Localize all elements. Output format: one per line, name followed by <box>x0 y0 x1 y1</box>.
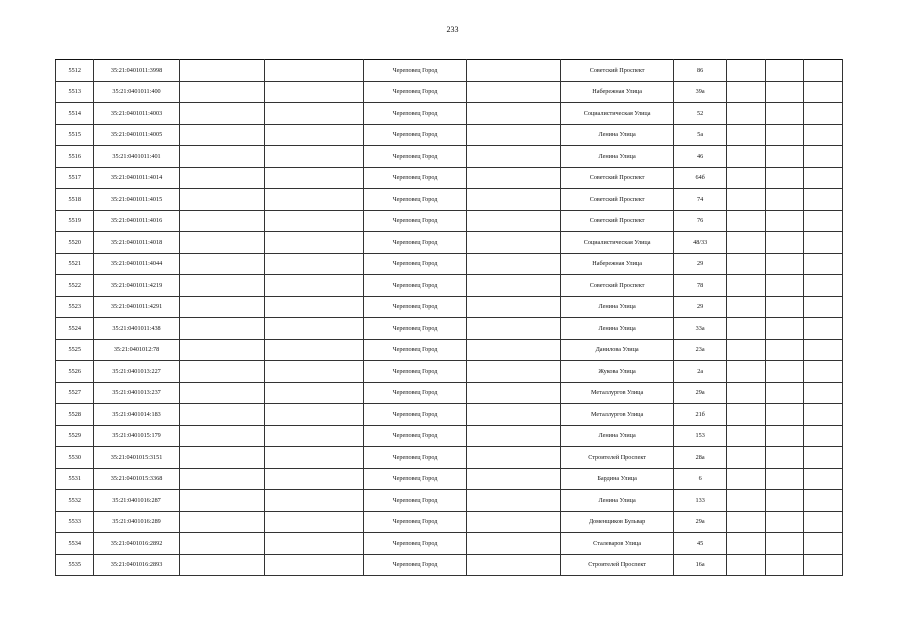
city-cell: Череповец Город <box>363 81 466 103</box>
row-number-cell: 5512 <box>56 60 94 82</box>
cadastral-number-cell: 35:21:0401011:4005 <box>94 124 179 146</box>
city-cell: Череповец Город <box>363 511 466 533</box>
empty-cell <box>467 103 561 125</box>
empty-cell <box>179 146 264 168</box>
empty-cell <box>179 167 264 189</box>
empty-cell <box>264 232 363 254</box>
row-number-cell: 5533 <box>56 511 94 533</box>
empty-cell <box>467 81 561 103</box>
empty-cell <box>467 404 561 426</box>
city-cell: Череповец Город <box>363 490 466 512</box>
empty-cell <box>467 124 561 146</box>
house-number-cell: 76 <box>673 210 727 232</box>
empty-cell <box>179 103 264 125</box>
row-number-cell: 5526 <box>56 361 94 383</box>
street-cell: Советский Проспект <box>561 189 673 211</box>
empty-cell <box>765 60 803 82</box>
empty-cell <box>804 146 843 168</box>
empty-cell <box>264 361 363 383</box>
cadastral-number-cell: 35:21:0401011:400 <box>94 81 179 103</box>
house-number-cell: 29 <box>673 296 727 318</box>
street-cell: Строителей Проспект <box>561 554 673 576</box>
city-cell: Череповец Город <box>363 468 466 490</box>
empty-cell <box>804 60 843 82</box>
house-number-cell: 29 <box>673 253 727 275</box>
city-cell: Череповец Город <box>363 554 466 576</box>
empty-cell <box>765 81 803 103</box>
cadastral-number-cell: 35:21:0401016:287 <box>94 490 179 512</box>
city-cell: Череповец Город <box>363 146 466 168</box>
empty-cell <box>467 275 561 297</box>
empty-cell <box>765 511 803 533</box>
empty-cell <box>804 425 843 447</box>
table-row <box>56 447 843 469</box>
row-number-cell: 5520 <box>56 232 94 254</box>
empty-cell <box>727 490 765 512</box>
city-cell: Череповец Город <box>363 361 466 383</box>
table-row <box>56 296 843 318</box>
empty-cell <box>467 146 561 168</box>
table-row <box>56 60 843 82</box>
row-number-cell: 5521 <box>56 253 94 275</box>
empty-cell <box>765 124 803 146</box>
empty-cell <box>264 533 363 555</box>
city-cell: Череповец Город <box>363 275 466 297</box>
empty-cell <box>727 189 765 211</box>
street-cell: Жукова Улица <box>561 361 673 383</box>
house-number-cell: 45 <box>673 533 727 555</box>
street-cell: Ленина Улица <box>561 296 673 318</box>
row-number-cell: 5514 <box>56 103 94 125</box>
empty-cell <box>804 210 843 232</box>
empty-cell <box>467 189 561 211</box>
empty-cell <box>804 468 843 490</box>
table-row <box>56 339 843 361</box>
empty-cell <box>727 275 765 297</box>
empty-cell <box>264 60 363 82</box>
table-row <box>56 361 843 383</box>
row-number-cell: 5528 <box>56 404 94 426</box>
empty-cell <box>727 296 765 318</box>
city-cell: Череповец Город <box>363 339 466 361</box>
empty-cell <box>179 382 264 404</box>
street-cell: Данилова Улица <box>561 339 673 361</box>
empty-cell <box>765 232 803 254</box>
street-cell: Советский Проспект <box>561 60 673 82</box>
empty-cell <box>727 511 765 533</box>
empty-cell <box>264 382 363 404</box>
city-cell: Череповец Город <box>363 210 466 232</box>
empty-cell <box>727 361 765 383</box>
empty-cell <box>804 318 843 340</box>
empty-cell <box>179 124 264 146</box>
empty-cell <box>179 60 264 82</box>
cadastral-number-cell: 35:21:0401012:78 <box>94 339 179 361</box>
cadastral-number-cell: 35:21:0401013:227 <box>94 361 179 383</box>
street-cell: Советский Проспект <box>561 210 673 232</box>
row-number-cell: 5525 <box>56 339 94 361</box>
empty-cell <box>179 318 264 340</box>
table-body <box>56 60 843 576</box>
table-row <box>56 318 843 340</box>
table-row <box>56 533 843 555</box>
house-number-cell: 64б <box>673 167 727 189</box>
empty-cell <box>264 554 363 576</box>
row-number-cell: 5527 <box>56 382 94 404</box>
empty-cell <box>179 404 264 426</box>
empty-cell <box>727 382 765 404</box>
empty-cell <box>264 253 363 275</box>
street-cell: Металлургов Улица <box>561 382 673 404</box>
empty-cell <box>467 382 561 404</box>
row-number-cell: 5516 <box>56 146 94 168</box>
street-cell: Социалистическая Улица <box>561 103 673 125</box>
house-number-cell: 21б <box>673 404 727 426</box>
house-number-cell: 33а <box>673 318 727 340</box>
empty-cell <box>467 511 561 533</box>
house-number-cell: 46 <box>673 146 727 168</box>
empty-cell <box>264 318 363 340</box>
row-number-cell: 5524 <box>56 318 94 340</box>
empty-cell <box>467 425 561 447</box>
empty-cell <box>727 232 765 254</box>
table-row <box>56 275 843 297</box>
empty-cell <box>467 554 561 576</box>
empty-cell <box>765 382 803 404</box>
street-cell: Ленина Улица <box>561 146 673 168</box>
row-number-cell: 5517 <box>56 167 94 189</box>
empty-cell <box>804 296 843 318</box>
empty-cell <box>765 275 803 297</box>
empty-cell <box>179 425 264 447</box>
cadastral-number-cell: 35:21:0401011:4016 <box>94 210 179 232</box>
table-row <box>56 382 843 404</box>
empty-cell <box>179 296 264 318</box>
empty-cell <box>765 468 803 490</box>
table-row <box>56 103 843 125</box>
empty-cell <box>804 103 843 125</box>
empty-cell <box>804 189 843 211</box>
house-number-cell: 28а <box>673 447 727 469</box>
empty-cell <box>765 490 803 512</box>
empty-cell <box>765 253 803 275</box>
street-cell: Строителей Проспект <box>561 447 673 469</box>
empty-cell <box>804 81 843 103</box>
empty-cell <box>727 425 765 447</box>
city-cell: Череповец Город <box>363 318 466 340</box>
empty-cell <box>179 232 264 254</box>
city-cell: Череповец Город <box>363 60 466 82</box>
empty-cell <box>804 253 843 275</box>
cadastral-number-cell: 35:21:0401016:2893 <box>94 554 179 576</box>
row-number-cell: 5513 <box>56 81 94 103</box>
city-cell: Череповец Город <box>363 253 466 275</box>
empty-cell <box>765 533 803 555</box>
empty-cell <box>765 425 803 447</box>
cadastral-number-cell: 35:21:0401011:4291 <box>94 296 179 318</box>
street-cell: Набережная Улица <box>561 253 673 275</box>
empty-cell <box>804 339 843 361</box>
row-number-cell: 5531 <box>56 468 94 490</box>
cadastral-number-cell: 35:21:0401015:3151 <box>94 447 179 469</box>
city-cell: Череповец Город <box>363 124 466 146</box>
empty-cell <box>727 253 765 275</box>
row-number-cell: 5529 <box>56 425 94 447</box>
street-cell: Сталеваров Улица <box>561 533 673 555</box>
city-cell: Череповец Город <box>363 533 466 555</box>
empty-cell <box>467 60 561 82</box>
house-number-cell: 52 <box>673 103 727 125</box>
cadastral-number-cell: 35:21:0401011:4018 <box>94 232 179 254</box>
empty-cell <box>179 210 264 232</box>
empty-cell <box>804 275 843 297</box>
empty-cell <box>804 490 843 512</box>
empty-cell <box>804 554 843 576</box>
table-row <box>56 425 843 447</box>
city-cell: Череповец Город <box>363 189 466 211</box>
house-number-cell: 78 <box>673 275 727 297</box>
empty-cell <box>765 146 803 168</box>
cadastral-number-cell: 35:21:0401016:289 <box>94 511 179 533</box>
table-row <box>56 124 843 146</box>
house-number-cell: 16а <box>673 554 727 576</box>
empty-cell <box>765 447 803 469</box>
street-cell: Металлургов Улица <box>561 404 673 426</box>
row-number-cell: 5518 <box>56 189 94 211</box>
empty-cell <box>264 124 363 146</box>
empty-cell <box>765 103 803 125</box>
street-cell: Набережная Улица <box>561 81 673 103</box>
empty-cell <box>804 361 843 383</box>
empty-cell <box>804 167 843 189</box>
house-number-cell: 153 <box>673 425 727 447</box>
empty-cell <box>264 511 363 533</box>
table-row <box>56 253 843 275</box>
table-row <box>56 468 843 490</box>
table-row <box>56 490 843 512</box>
empty-cell <box>467 296 561 318</box>
empty-cell <box>765 189 803 211</box>
empty-cell <box>467 232 561 254</box>
empty-cell <box>765 210 803 232</box>
city-cell: Череповец Город <box>363 404 466 426</box>
city-cell: Череповец Город <box>363 447 466 469</box>
street-cell: Социалистическая Улица <box>561 232 673 254</box>
empty-cell <box>727 146 765 168</box>
table-row <box>56 167 843 189</box>
empty-cell <box>179 511 264 533</box>
table-row <box>56 189 843 211</box>
empty-cell <box>467 253 561 275</box>
street-cell: Ленина Улица <box>561 490 673 512</box>
house-number-cell: 29а <box>673 382 727 404</box>
empty-cell <box>264 146 363 168</box>
empty-cell <box>804 124 843 146</box>
cadastral-number-cell: 35:21:0401014:183 <box>94 404 179 426</box>
cadastral-number-cell: 35:21:0401011:4044 <box>94 253 179 275</box>
registry-table <box>55 59 843 576</box>
empty-cell <box>467 468 561 490</box>
empty-cell <box>264 404 363 426</box>
house-number-cell: 74 <box>673 189 727 211</box>
table-row <box>56 511 843 533</box>
empty-cell <box>264 103 363 125</box>
empty-cell <box>179 533 264 555</box>
street-cell: Доменщиков Бульвар <box>561 511 673 533</box>
street-cell: Бардина Улица <box>561 468 673 490</box>
empty-cell <box>179 490 264 512</box>
house-number-cell: 48/33 <box>673 232 727 254</box>
empty-cell <box>727 318 765 340</box>
empty-cell <box>179 275 264 297</box>
empty-cell <box>264 447 363 469</box>
empty-cell <box>179 447 264 469</box>
row-number-cell: 5519 <box>56 210 94 232</box>
empty-cell <box>467 318 561 340</box>
house-number-cell: 6 <box>673 468 727 490</box>
empty-cell <box>727 103 765 125</box>
empty-cell <box>727 339 765 361</box>
empty-cell <box>765 339 803 361</box>
row-number-cell: 5530 <box>56 447 94 469</box>
empty-cell <box>765 296 803 318</box>
row-number-cell: 5535 <box>56 554 94 576</box>
empty-cell <box>264 468 363 490</box>
cadastral-number-cell: 35:21:0401011:4219 <box>94 275 179 297</box>
cadastral-number-cell: 35:21:0401015:179 <box>94 425 179 447</box>
empty-cell <box>765 404 803 426</box>
row-number-cell: 5534 <box>56 533 94 555</box>
table-row <box>56 554 843 576</box>
cadastral-number-cell: 35:21:0401011:401 <box>94 146 179 168</box>
empty-cell <box>765 167 803 189</box>
empty-cell <box>264 167 363 189</box>
city-cell: Череповец Город <box>363 103 466 125</box>
city-cell: Череповец Город <box>363 167 466 189</box>
empty-cell <box>727 60 765 82</box>
empty-cell <box>467 167 561 189</box>
empty-cell <box>179 81 264 103</box>
empty-cell <box>727 124 765 146</box>
empty-cell <box>467 361 561 383</box>
street-cell: Ленина Улица <box>561 124 673 146</box>
street-cell: Советский Проспект <box>561 167 673 189</box>
empty-cell <box>765 554 803 576</box>
city-cell: Череповец Город <box>363 382 466 404</box>
empty-cell <box>264 275 363 297</box>
cadastral-number-cell: 35:21:0401015:3368 <box>94 468 179 490</box>
empty-cell <box>467 533 561 555</box>
city-cell: Череповец Город <box>363 232 466 254</box>
cadastral-number-cell: 35:21:0401011:4015 <box>94 189 179 211</box>
house-number-cell: 2а <box>673 361 727 383</box>
city-cell: Череповец Город <box>363 425 466 447</box>
cadastral-number-cell: 35:21:0401011:3998 <box>94 60 179 82</box>
empty-cell <box>179 253 264 275</box>
empty-cell <box>264 339 363 361</box>
page-number: 233 <box>446 25 459 34</box>
cadastral-number-cell: 35:21:0401011:438 <box>94 318 179 340</box>
empty-cell <box>804 404 843 426</box>
house-number-cell: 23а <box>673 339 727 361</box>
house-number-cell: 29а <box>673 511 727 533</box>
empty-cell <box>727 167 765 189</box>
house-number-cell: 39а <box>673 81 727 103</box>
empty-cell <box>264 296 363 318</box>
row-number-cell: 5523 <box>56 296 94 318</box>
empty-cell <box>727 81 765 103</box>
street-cell: Ленина Улица <box>561 425 673 447</box>
empty-cell <box>264 210 363 232</box>
city-cell: Череповец Город <box>363 296 466 318</box>
empty-cell <box>467 490 561 512</box>
row-number-cell: 5522 <box>56 275 94 297</box>
empty-cell <box>727 533 765 555</box>
empty-cell <box>727 210 765 232</box>
table-row <box>56 404 843 426</box>
empty-cell <box>804 511 843 533</box>
street-cell: Ленина Улица <box>561 318 673 340</box>
empty-cell <box>765 361 803 383</box>
street-cell: Советский Проспект <box>561 275 673 297</box>
empty-cell <box>804 447 843 469</box>
empty-cell <box>727 468 765 490</box>
empty-cell <box>264 490 363 512</box>
empty-cell <box>179 189 264 211</box>
cadastral-number-cell: 35:21:0401011:4003 <box>94 103 179 125</box>
empty-cell <box>179 339 264 361</box>
row-number-cell: 5515 <box>56 124 94 146</box>
empty-cell <box>264 81 363 103</box>
empty-cell <box>467 339 561 361</box>
empty-cell <box>804 232 843 254</box>
house-number-cell: 5а <box>673 124 727 146</box>
cadastral-number-cell: 35:21:0401016:2892 <box>94 533 179 555</box>
table-row <box>56 232 843 254</box>
empty-cell <box>804 382 843 404</box>
row-number-cell: 5532 <box>56 490 94 512</box>
empty-cell <box>179 361 264 383</box>
table-row <box>56 81 843 103</box>
table-row <box>56 146 843 168</box>
house-number-cell: 86 <box>673 60 727 82</box>
empty-cell <box>765 318 803 340</box>
empty-cell <box>727 404 765 426</box>
house-number-cell: 133 <box>673 490 727 512</box>
table-row <box>56 210 843 232</box>
cadastral-number-cell: 35:21:0401011:4014 <box>94 167 179 189</box>
empty-cell <box>264 425 363 447</box>
empty-cell <box>179 468 264 490</box>
empty-cell <box>804 533 843 555</box>
empty-cell <box>727 447 765 469</box>
empty-cell <box>727 554 765 576</box>
cadastral-number-cell: 35:21:0401013:237 <box>94 382 179 404</box>
empty-cell <box>467 210 561 232</box>
empty-cell <box>264 189 363 211</box>
empty-cell <box>467 447 561 469</box>
empty-cell <box>179 554 264 576</box>
